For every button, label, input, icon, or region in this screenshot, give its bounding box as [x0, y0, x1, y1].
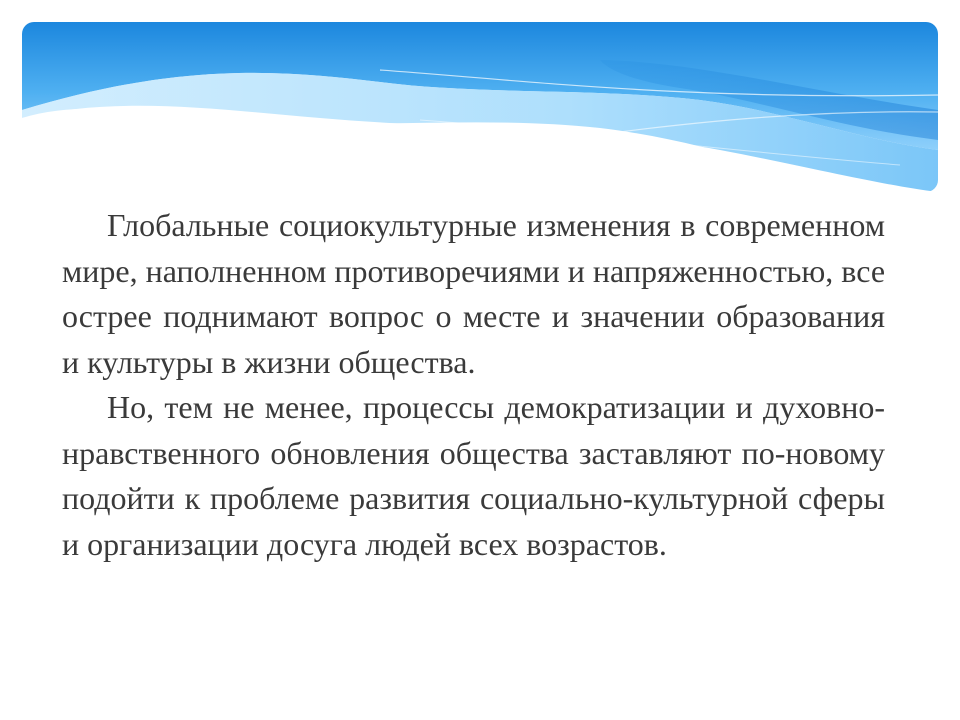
wave-banner [0, 0, 960, 200]
body-text [62, 203, 885, 567]
paragraph-2: Но, тем не менее, процессы демократизации и духовно-нравственного обновления общества заставляют по-новому подойти к проблеме развития социально-культурной сферы и организации досуга людей всех возрастов. [62, 389, 885, 562]
paragraph-1: Глобальные социокультурные изменения в современном мире, наполненном противоречиями и напряженностью, все острее поднимают вопрос о месте и значении образования и культуры в жизни общества. [62, 207, 886, 380]
